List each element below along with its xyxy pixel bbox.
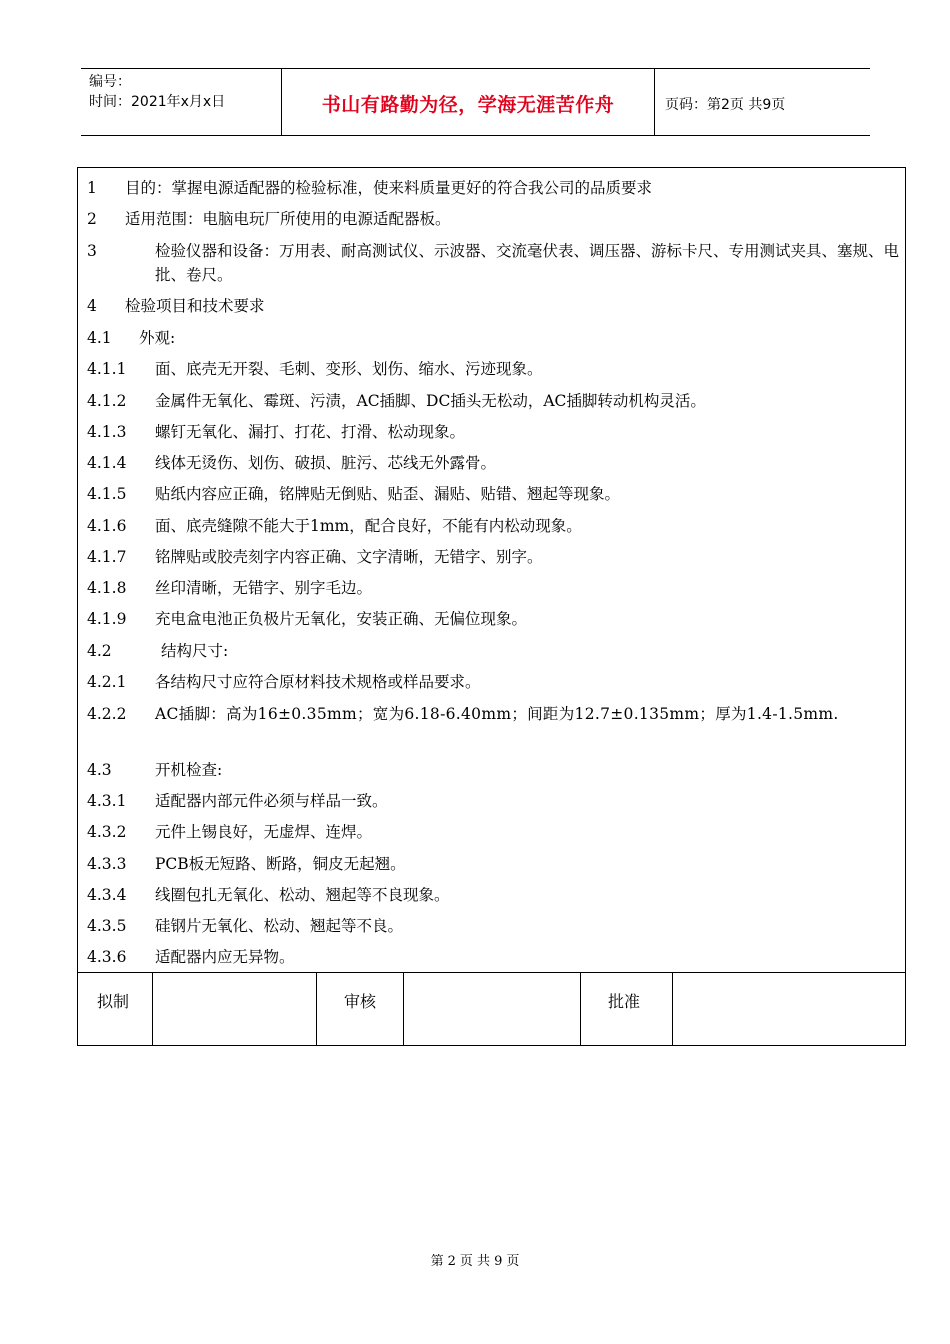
header-motto: 书山有路勤为径，学海无涯苦作舟 — [321, 94, 615, 116]
page-footer: 第 2 页 共 9 页 — [430, 1254, 520, 1269]
header-page-label: 页码：第2页 共9页 — [665, 97, 786, 113]
signoff-divider-5 — [672, 972, 673, 1046]
signoff-table — [77, 972, 906, 1046]
signoff-divider-4 — [580, 972, 581, 1046]
header-bottom-rule — [81, 135, 870, 136]
reviewed-label: 审核 — [344, 992, 377, 1011]
header-divider-2 — [654, 68, 655, 136]
approved-label: 批准 — [608, 992, 641, 1011]
drafted-label: 拟制 — [97, 992, 130, 1011]
header-meta — [89, 72, 225, 112]
time-label: 时间：2021年x月x日 — [89, 94, 226, 110]
signoff-divider-1 — [152, 972, 153, 1046]
header-top-rule — [81, 68, 870, 69]
signoff-divider-3 — [403, 972, 404, 1046]
signoff-divider-2 — [316, 972, 317, 1046]
serial-label: 编号： — [89, 74, 131, 90]
